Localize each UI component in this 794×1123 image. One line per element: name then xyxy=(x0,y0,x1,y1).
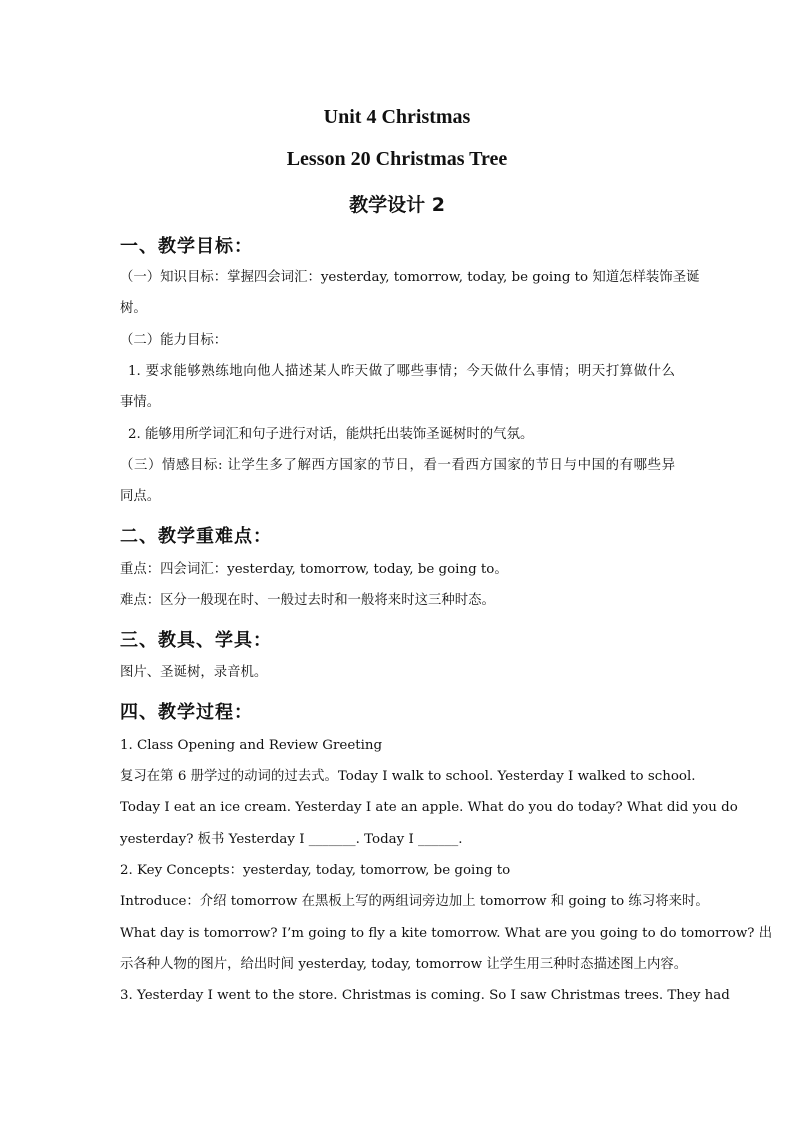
section-heading-tools: 三、教具、学具： xyxy=(120,630,272,651)
section-heading-key-points: 二、教学重难点： xyxy=(120,526,272,547)
goal-emotion-line-2: 同点。 xyxy=(120,489,161,504)
goal-knowledge-line-1: （一）知识目标：掌握四会词汇：yesterday, tomorrow, today, be going to 知道怎样装饰圣诞 xyxy=(120,270,700,285)
goal-knowledge-line-2: 树。 xyxy=(120,301,147,316)
process-paragraph-1-line-2: Today I eat an ice cream. Yesterday I ate an apple. What do you do today? What did you do xyxy=(120,800,738,815)
design-title: 教学设计 2 xyxy=(349,194,445,216)
process-paragraph-2-line-1: Introduce：介绍 tomorrow 在黑板上写的两组词旁边加上 tomorrow 和 going to 练习将来时。 xyxy=(120,894,709,909)
key-difficulty: 难点：区分一般现在时、一般过去时和一般将来时这三种时态。 xyxy=(120,593,495,608)
lesson-title: Lesson 20 Christmas Tree xyxy=(286,148,508,170)
section-heading-goals: 一、教学目标： xyxy=(120,236,253,257)
unit-title: Unit 4 Christmas xyxy=(323,106,471,128)
process-step-2: 2. Key Concepts：yesterday, today, tomorrow, be going to xyxy=(120,863,511,878)
goal-ability-line-2: 事情。 xyxy=(120,395,161,410)
process-step-1: 1. Class Opening and Review Greeting xyxy=(120,738,383,753)
key-focus: 重点：四会词汇：yesterday, tomorrow, today, be going to。 xyxy=(120,562,508,577)
section-heading-process: 四、教学过程： xyxy=(120,702,253,723)
tools-text: 图片、圣诞树，录音机。 xyxy=(120,665,268,680)
process-paragraph-1-line-1: 复习在第 6 册学过的动词的过去式。Today I walk to school. Yesterday I walked to school. xyxy=(120,769,696,784)
goal-ability-heading: （二）能力目标： xyxy=(120,333,228,348)
goal-ability-line-1: 1. 要求能够熟练地向他人描述某人昨天做了哪些事情；今天做什么事情；明天打算做什么 xyxy=(128,364,675,379)
goal-emotion-line-1: （三）情感目标: 让学生多了解西方国家的节日，看一看西方国家的节日与中国的有哪些异 xyxy=(120,458,675,473)
process-paragraph-1-line-3: yesterday? 板书 Yesterday I _______. Today I ______. xyxy=(120,832,463,847)
goal-ability-item-2: 2. 能够用所学词汇和句子进行对话，能烘托出装饰圣诞树时的气氛。 xyxy=(128,427,534,442)
process-paragraph-2-line-2: What day is tomorrow? I’m going to fly a kite tomorrow. What are you going to do tomorrow? 出 xyxy=(120,926,773,941)
process-paragraph-2-line-3: 示各种人物的图片，给出时间 yesterday, today, tomorrow 让学生用三种时态描述图上内容。 xyxy=(120,957,688,972)
process-step-3-line-1: 3. Yesterday I went to the store. Christmas is coming. So I saw Christmas trees. They had xyxy=(120,988,730,1003)
